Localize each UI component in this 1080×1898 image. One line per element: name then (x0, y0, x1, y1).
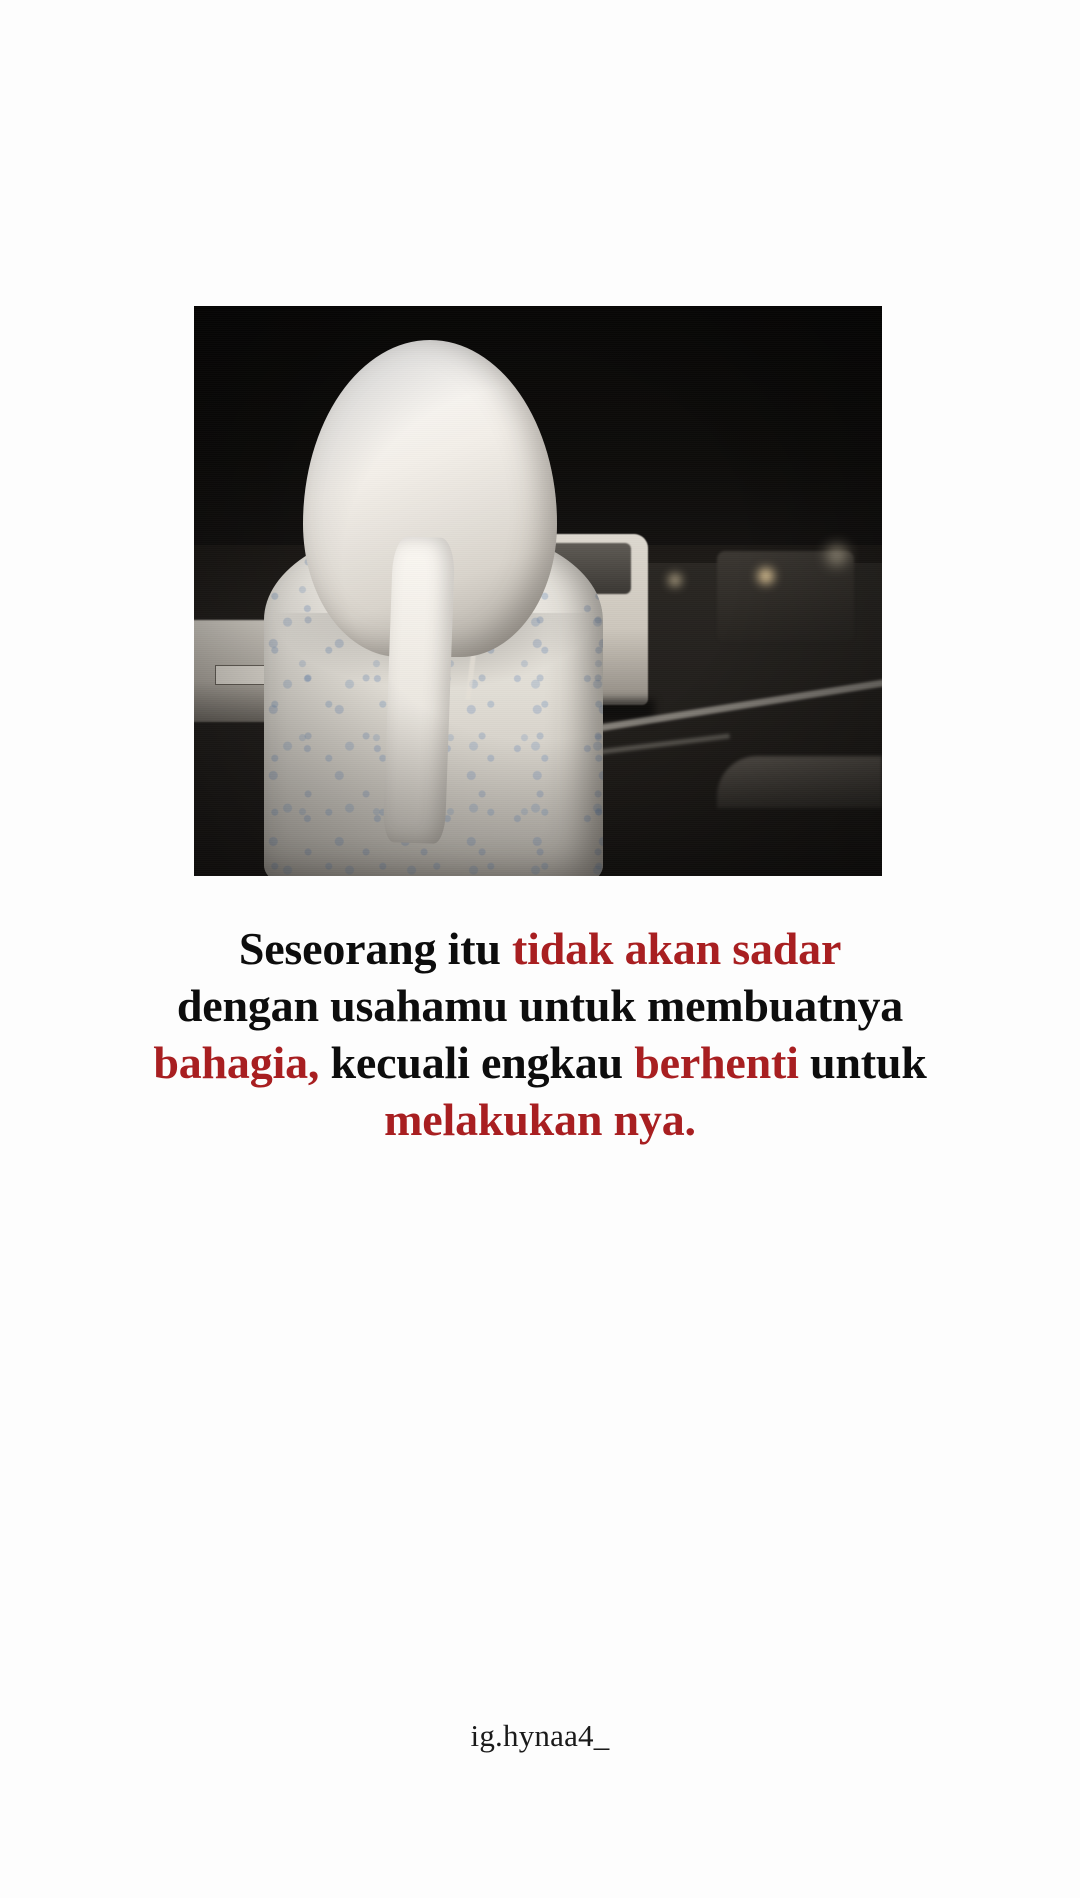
quote-text (90, 920, 990, 1148)
quote-line-3 (90, 1034, 990, 1091)
quote-segment: untuk (798, 1037, 927, 1089)
night-street-photo (194, 306, 882, 876)
quote-line-2 (90, 977, 990, 1034)
quote-segment: dengan usahamu untuk membuatnya (176, 980, 904, 1032)
quote-line-1 (90, 920, 990, 977)
quote-segment-highlight: tidak akan sadar (512, 923, 842, 974)
quote-segment-highlight: bahagia, (153, 1037, 320, 1089)
hijab-tail (382, 536, 454, 844)
photo-frame (194, 306, 882, 876)
quote-segment-highlight: berhenti (634, 1037, 799, 1089)
quote-segment-highlight: melakukan nya. (384, 1094, 696, 1146)
woman-figure (249, 329, 634, 876)
headlight-glow (669, 574, 681, 586)
instagram-handle: ig.hynaa4_ (470, 1718, 610, 1753)
background-car (717, 551, 855, 642)
curb (717, 756, 882, 807)
quote-segment: Seseorang itu (238, 923, 513, 974)
quote-segment: kecuali engkau (319, 1037, 635, 1089)
quote-line-4 (90, 1091, 990, 1148)
